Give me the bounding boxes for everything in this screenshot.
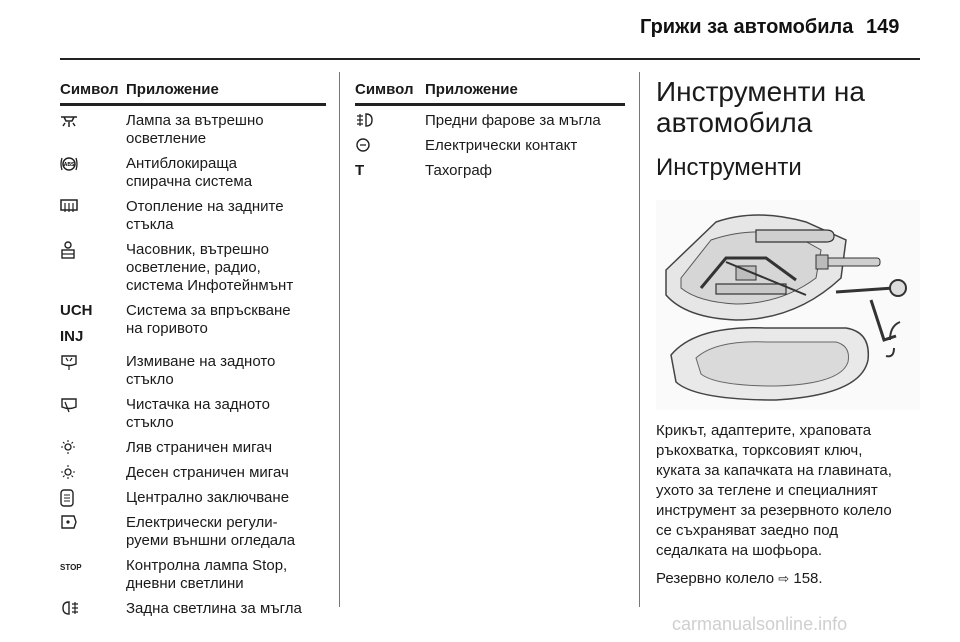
row-text: Тахограф: [425, 162, 493, 179]
svg-text:ABS: ABS: [63, 162, 75, 168]
ignition-icon: [355, 137, 371, 153]
power-mirror-icon: [60, 514, 78, 530]
rear-fog-light-icon: [60, 600, 80, 616]
symbols-table-right: [355, 81, 625, 187]
table-row: [60, 198, 326, 234]
section-subheading: Инструменти: [656, 154, 802, 181]
symbols-table-left: [60, 81, 326, 625]
row-text: Ляв страничен мигач: [126, 439, 273, 456]
column-header-symbol: Символ: [60, 81, 119, 98]
clock-icon: [60, 241, 76, 259]
row-text: Задна светлина за мъгла: [126, 600, 302, 617]
row-text: Измиване на задното стъкло: [126, 353, 276, 388]
row-text: Часовник, вътрешно осветление, радио, система Инфотейнмънт: [126, 241, 294, 294]
table-row: [60, 302, 326, 346]
page-number: 149: [866, 16, 900, 38]
right-turn-signal-icon: [60, 464, 76, 480]
row-text: Отопление на задните стъкла: [126, 198, 284, 233]
table-row: [355, 137, 625, 155]
column-header-application: Приложение: [126, 81, 219, 98]
row-text: Контролна лампа Stop, дневни светлини: [126, 557, 288, 592]
column-header-symbol: Символ: [355, 81, 414, 98]
page-header-title: Грижи за автомобила: [640, 16, 854, 38]
table-row: [60, 112, 326, 148]
table-row: [60, 557, 326, 593]
row-text: Електрически регули- руеми външни огледала: [126, 514, 296, 549]
column-header-application: Приложение: [425, 81, 518, 98]
figure: [656, 200, 920, 410]
header-rule: [60, 58, 920, 60]
row-text: Централно заключване: [126, 489, 290, 506]
tachograph-symbol: T: [355, 162, 365, 179]
central-locking-icon: [60, 489, 74, 507]
cross-reference: [656, 569, 926, 589]
row-text: Електрически контакт: [425, 137, 578, 154]
stop-symbol: STOP: [60, 563, 82, 572]
table-header-rule: [355, 103, 625, 106]
reference-arrow-icon[interactable]: ⇨: [778, 571, 790, 586]
row-text: Антиблокираща спирачна система: [126, 155, 253, 190]
row-text: Чистачка на задното стъкло: [126, 396, 270, 431]
table-row: [60, 353, 326, 389]
reference-text: Резервно колело: [656, 570, 775, 587]
table-row: [60, 600, 326, 618]
row-text: Десен страничен мигач: [126, 464, 289, 481]
table-row: [355, 162, 625, 180]
table-row: [60, 439, 326, 457]
row-text: Лампа за вътрешно осветление: [126, 112, 264, 147]
row-text: Предни фарове за мъгла: [425, 112, 601, 129]
front-fog-light-icon: [355, 112, 375, 128]
section-heading: Инструменти на автомобила: [656, 76, 865, 138]
footer-watermark: carmanualsonline.info: [672, 614, 848, 634]
inj-symbol: INJ: [60, 328, 84, 345]
column-divider: [639, 72, 640, 607]
rear-washer-icon: [60, 353, 78, 371]
uch-symbol: UCH: [60, 302, 93, 319]
rear-wiper-icon: [60, 396, 78, 414]
figure-caption: Крикът, адаптерите, храповата ръкохватка, торксовият ключ, куката за капачката на главината, ухото за теглене и специалният инструмент за резервното колело се съхраняват заедно под седалката на шофьора.: [656, 422, 892, 559]
interior-light-icon: [60, 112, 78, 128]
table-header-rule: [60, 103, 326, 106]
column-divider: [339, 72, 340, 607]
abs-icon: [60, 155, 78, 173]
rear-defrost-icon: [60, 198, 78, 214]
table-row: [60, 241, 326, 295]
left-turn-signal-icon: [60, 439, 76, 455]
table-row: [60, 464, 326, 482]
table-row: [60, 155, 326, 191]
vehicle-tools-illustration: [656, 200, 920, 410]
table-row: [60, 396, 326, 432]
table-row: [355, 112, 625, 130]
table-row: [60, 489, 326, 507]
row-text: Система за впръскване на горивото: [126, 302, 291, 337]
reference-page[interactable]: 158.: [793, 570, 823, 587]
table-row: [60, 514, 326, 550]
right-column: [656, 76, 926, 589]
